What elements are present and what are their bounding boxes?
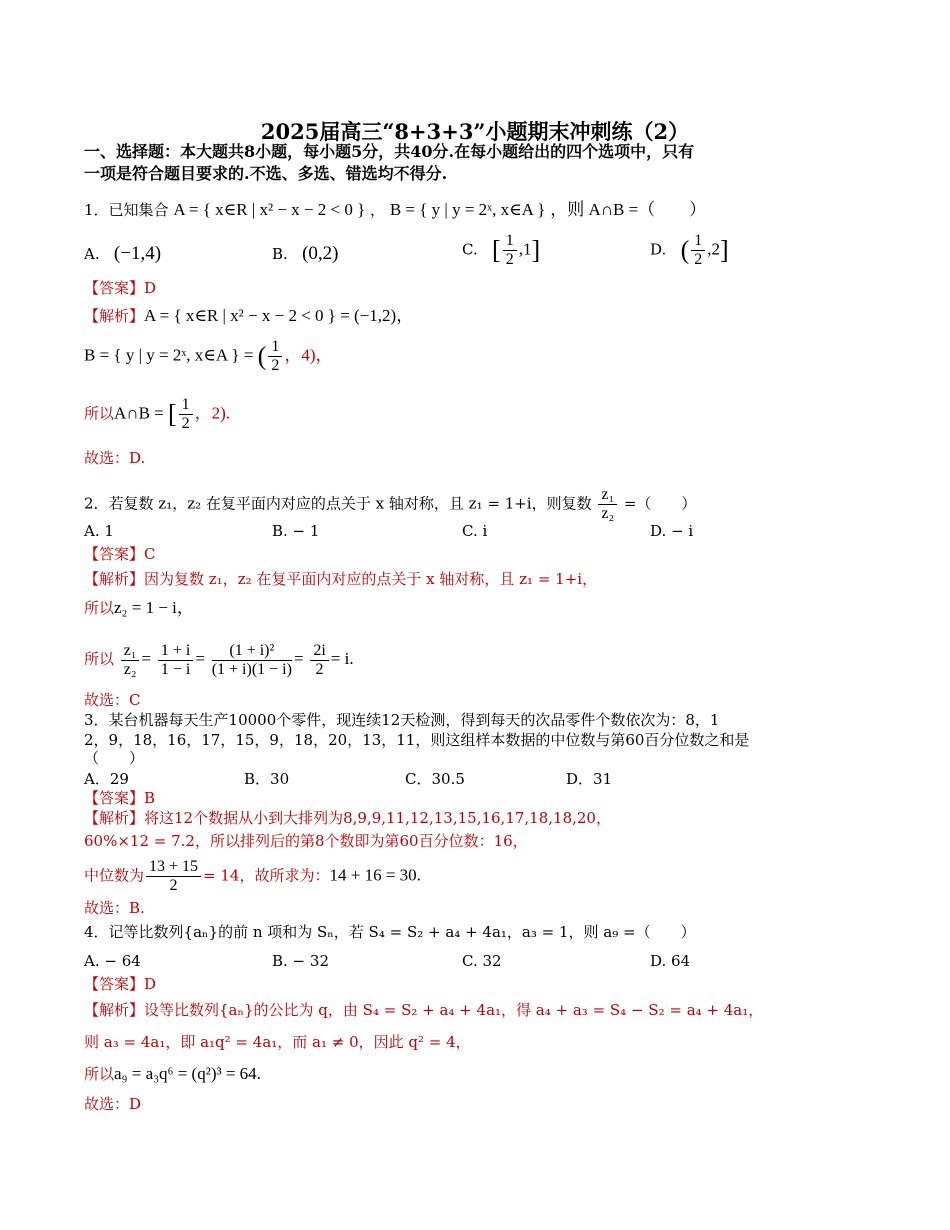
q2-option-b: B. − 1 <box>272 522 320 540</box>
q4-analysis-1: 【解析】设等比数列{aₙ}的公比为 q，由 S₄ = S₂ + a₄ + 4a₁，得 a₄ + a₃ = S₄ − S₂ = a₄ + 4a₁， <box>84 1001 764 1019</box>
q3-conclusion: 故选：B. <box>84 899 145 917</box>
q1-conclusion: 故选：D. <box>84 449 146 467</box>
q2-analysis-2: 所以z₂ = 1 − i， <box>84 598 194 617</box>
q3-option-b: B．30 <box>244 770 290 788</box>
q2-analysis-3: 所以 $\frac{\text{z₁}}{\text{z₂}}$ = $\frac{1 + i}{1 - i}$ = $\frac{\text{(1 + i)²}}{(1 + i)(1 - i)}$ = $\frac{2i}{2}$ = i. <box>84 641 354 678</box>
q4-option-a: A. − 64 <box>84 952 141 970</box>
q2-option-c: C. i <box>462 522 488 540</box>
q1-option-b: B. (0,2) <box>272 243 339 264</box>
q2-stem: 2．若复数 z₁，z₂ 在复平面内对应的点关于 x 轴对称，且 z₁ = 1+i，则复数 $\frac{\text{z₁}}{\text{z₂}}$ =（ ） <box>84 486 697 522</box>
q2-answer: 【答案】C <box>84 545 156 563</box>
q3-stem-1: 3．某台机器每天生产10000个零件，现连续12天检测，得到每天的次品零件个数依次为：8，1 <box>84 711 720 729</box>
q1-option-c: C. [ $\frac{1}{2}$ ,1] <box>462 232 541 268</box>
q4-analysis-2: 则 a₃ = 4a₁，即 a₁q² = 4a₁，而 a₁ ≠ 0，因此 q² = 4， <box>84 1033 471 1051</box>
q4-analysis-3: 所以a₉ = a₃q⁶ = (q²)³ = 64. <box>84 1064 261 1083</box>
q4-answer: 【答案】D <box>84 975 157 993</box>
q1-analysis-1: 【解析】A = { x∈R | x² − x − 2 < 0 } = (−1,2)， <box>84 306 414 325</box>
q2-option-a: A. 1 <box>84 522 114 540</box>
q3-stem-2: 2，9，18，16，17，15，9，18，20，13，11，则这组样本数据的中位数与第60百分位数之和是 <box>84 731 750 749</box>
q3-analysis-2: 60%×12 = 7.2，所以排列后的第8个数即为第60百分位数：16， <box>84 832 528 850</box>
q2-analysis-1: 【解析】因为复数 z₁，z₂ 在复平面内对应的点关于 x 轴对称，且 z₁ = 1+i， <box>84 570 598 588</box>
q3-analysis-1: 【解析】将这12个数据从小到大排列为8,9,9,11,12,13,15,16,17,18,18,20， <box>84 809 611 827</box>
q3-analysis-3: 中位数为 $\frac{13 + 15}{2}$ = 14，故所求为：14 + 16 = 30. <box>84 858 421 894</box>
q4-option-c: C. 32 <box>462 952 502 970</box>
q4-option-b: B. − 32 <box>272 952 329 970</box>
q3-option-c: C．30.5 <box>405 770 465 788</box>
q1-option-a: A. (−1,4) <box>84 243 162 264</box>
q1-analysis-3: 所以A∩B = [ $\frac{1}{2}$ ，2). <box>84 396 231 432</box>
q2-conclusion: 故选：C <box>84 691 141 709</box>
q1-stem: 1．已知集合 A = { x∈R | x² − x − 2 < 0 } ， B = { y | y = 2ˣ, x∈A } ，则 A∩B =（ ） <box>84 200 707 219</box>
q3-option-a: A．29 <box>84 770 129 788</box>
q1-analysis-2: B = { y | y = 2ˣ, x∈A } = ( $\frac{1}{2}$ ，4)， <box>84 338 333 374</box>
q4-option-d: D. 64 <box>650 952 691 970</box>
q3-option-d: D．31 <box>566 770 613 788</box>
q1-answer: 【答案】D <box>84 279 157 297</box>
q3-answer: 【答案】B <box>84 789 156 807</box>
q1-option-d: D. ( $\frac{1}{2}$ ,2] <box>650 232 729 268</box>
q4-conclusion: 故选：D <box>84 1095 142 1113</box>
q3-stem-3: （ ） <box>84 749 145 767</box>
section-heading-line1: 一、选择题：本大题共8小题，每小题5分，共40分.在每小题给出的四个选项中，只有 <box>84 142 695 161</box>
section-heading-line2: 一项是符合题目要求的.不选、多选、错选均不得分. <box>84 164 448 183</box>
q2-option-d: D. − i <box>650 522 694 540</box>
q4-stem: 4．记等比数列{aₙ}的前 n 项和为 Sₙ，若 S₄ = S₂ + a₄ + 4a₁，a₃ = 1，则 a₉ =（ ） <box>84 923 696 941</box>
page-title: 2025届高三“8+3+3”小题期末冲刺练（2） <box>260 119 690 144</box>
